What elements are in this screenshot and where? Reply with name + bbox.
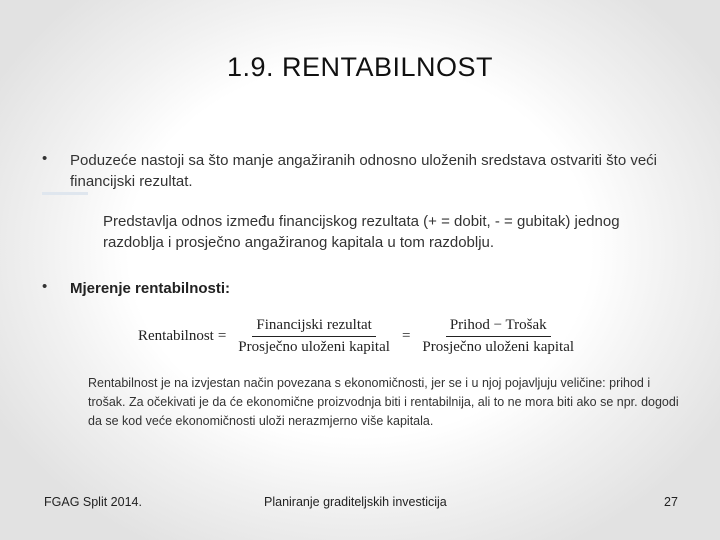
bullet-marker: • xyxy=(42,278,48,295)
rentability-formula xyxy=(138,314,582,358)
fraction-1-denominator: Prosječno uloženi kapital xyxy=(238,338,390,355)
formula-fraction-1 xyxy=(234,317,394,356)
explanation-text: Rentabilnost je na izvjestan način povezana s ekonomičnosti, jer se i u njoj pojavljuju veličine: prihod i trošak. Za očekivati je da će ekonomične proizvodnja biti i rentabilnija, ali to ne mora biti ako se npr. dogodi da se kod veće ekonomičnosti uloži nerazmjerno više kapitala. xyxy=(88,376,679,428)
footer-left: FGAG Split 2014. xyxy=(44,495,142,509)
page-number: 27 xyxy=(664,495,678,509)
faint-smudge xyxy=(42,192,88,195)
formula-equals: = xyxy=(217,327,227,344)
bullet-text-measurement: Mjerenje rentabilnosti: xyxy=(70,280,231,297)
footer-center: Planiranje graditeljskih investicija xyxy=(264,495,447,509)
formula-fraction-2 xyxy=(418,317,578,356)
fraction-2-denominator: Prosječno uloženi kapital xyxy=(422,338,575,355)
formula-lhs: Rentabilnost xyxy=(138,327,214,344)
definition-text: Predstavlja odnos između financijskog rezultata (+ = dobit, - = gubitak) jednog razdoblja i prosječno angažiranog kapitala u tom razdoblju. xyxy=(103,213,620,251)
formula-equals: = xyxy=(401,327,411,344)
fraction-2-numerator: Prihod − Trošak xyxy=(446,317,551,337)
fraction-1-numerator: Financijski rezultat xyxy=(252,317,375,337)
slide-title: 1.9. RENTABILNOST xyxy=(226,52,494,82)
bullet-text-goal: Poduzeće nastoji sa što manje angažiranih odnosno uloženih sredstava ostvariti što veći financijski rezultat. xyxy=(70,152,658,190)
bullet-marker: • xyxy=(42,150,48,167)
